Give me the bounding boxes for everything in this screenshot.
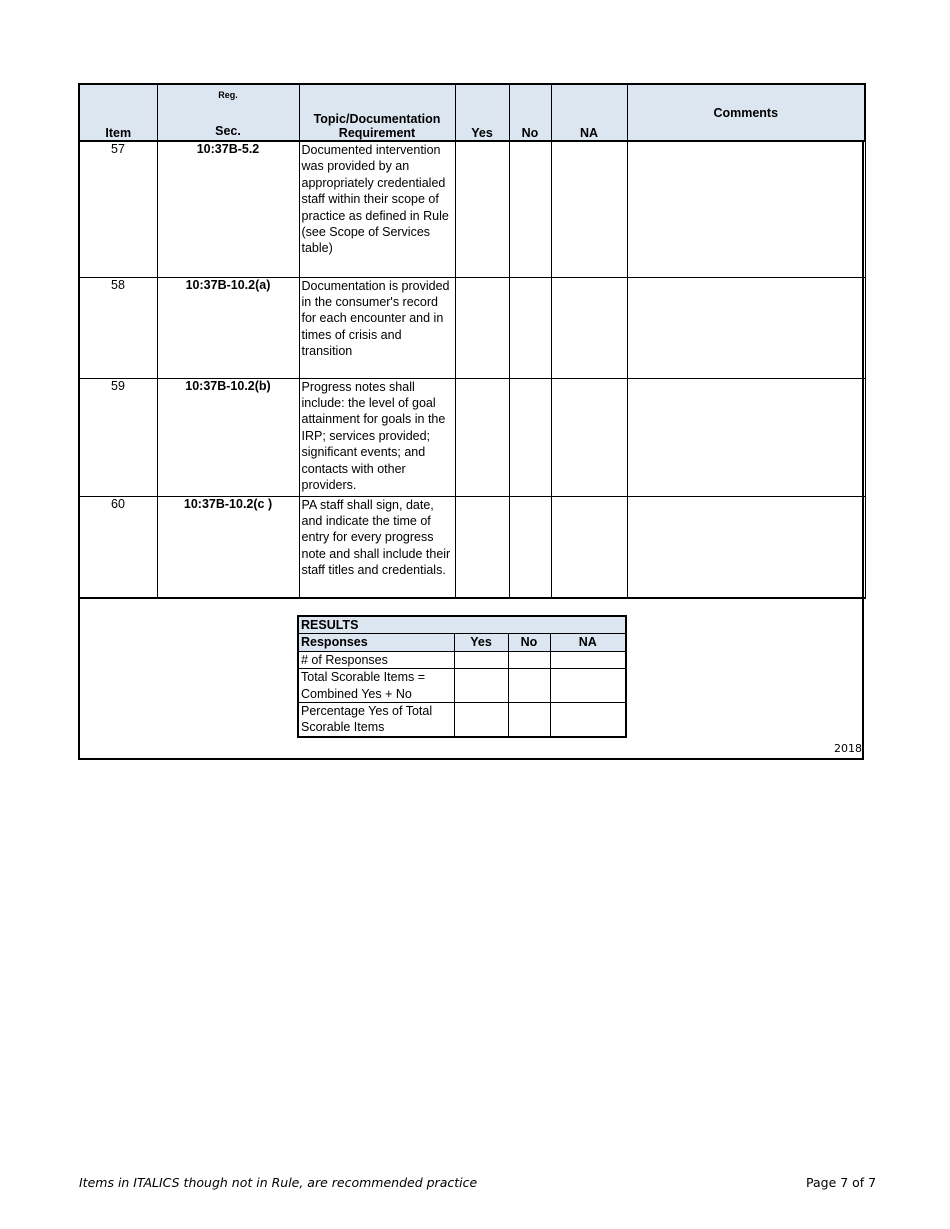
- results-title-row: [298, 616, 626, 634]
- header-reg-sec: [157, 84, 299, 141]
- results-label: Total Scorable Items = Combined Yes + No: [298, 669, 454, 703]
- no-cell[interactable]: [509, 277, 551, 378]
- results-responses: Responses: [298, 634, 454, 651]
- row-item: 60: [79, 496, 157, 598]
- table-header: [79, 84, 865, 141]
- yes-cell[interactable]: [455, 277, 509, 378]
- row-topic: PA staff shall sign, date, and indicate the time of entry for every progress note and shall include their staff titles and credentials.: [299, 496, 455, 598]
- results-na: NA: [550, 634, 626, 651]
- results-header-row: [298, 634, 626, 651]
- page-number: Page 7 of 7: [806, 1175, 877, 1190]
- results-no: No: [508, 634, 550, 651]
- results-no-cell[interactable]: [508, 703, 550, 737]
- comments-cell[interactable]: [627, 378, 865, 496]
- row-item: 59: [79, 378, 157, 496]
- form-year: 2018: [834, 742, 862, 755]
- results-label: # of Responses: [298, 651, 454, 668]
- comments-cell[interactable]: [627, 496, 865, 598]
- row-item: 58: [79, 277, 157, 378]
- na-cell[interactable]: [551, 496, 627, 598]
- header-no: No: [509, 84, 551, 141]
- results-row: [298, 703, 626, 737]
- results-yes-cell[interactable]: [454, 703, 508, 737]
- na-cell[interactable]: [551, 277, 627, 378]
- row-sec: 10:37B-10.2(b): [157, 378, 299, 496]
- results-yes-cell[interactable]: [454, 651, 508, 668]
- results-row: [298, 651, 626, 668]
- header-comments: Comments: [627, 84, 865, 141]
- row-sec: 10:37B-10.2(c ): [157, 496, 299, 598]
- row-sec: 10:37B-5.2: [157, 141, 299, 277]
- results-na-cell[interactable]: [550, 669, 626, 703]
- yes-cell[interactable]: [455, 496, 509, 598]
- footer-note: Items in ITALICS though not in Rule, are recommended practice: [79, 1175, 478, 1190]
- results-no-cell[interactable]: [508, 669, 550, 703]
- results-yes: Yes: [454, 634, 508, 651]
- results-yes-cell[interactable]: [454, 669, 508, 703]
- table-row: [79, 496, 865, 598]
- table-row: [79, 277, 865, 378]
- header-sec: Sec.: [215, 124, 241, 138]
- comments-cell[interactable]: [627, 277, 865, 378]
- results-na-cell[interactable]: [550, 651, 626, 668]
- yes-cell[interactable]: [455, 141, 509, 277]
- header-na: NA: [551, 84, 627, 141]
- row-item: 57: [79, 141, 157, 277]
- no-cell[interactable]: [509, 141, 551, 277]
- no-cell[interactable]: [509, 378, 551, 496]
- na-cell[interactable]: [551, 378, 627, 496]
- results-row: [298, 669, 626, 703]
- comments-cell[interactable]: [627, 141, 865, 277]
- no-cell[interactable]: [509, 496, 551, 598]
- header-yes: Yes: [455, 84, 509, 141]
- row-topic: Documented intervention was provided by an appropriately credentialed staff within their scope of practice as defined in Rule (see Scope of Services table): [299, 141, 455, 277]
- results-table: [297, 615, 627, 738]
- header-topic: Topic/Documentation Requirement: [299, 84, 455, 141]
- results-label: Percentage Yes of Total Scorable Items: [298, 703, 454, 737]
- row-topic: Documentation is provided in the consumer's record for each encounter and in times of crisis and transition: [299, 277, 455, 378]
- results-no-cell[interactable]: [508, 651, 550, 668]
- header-item: Item: [79, 84, 157, 141]
- row-sec: 10:37B-10.2(a): [157, 277, 299, 378]
- results-title: RESULTS: [298, 616, 626, 634]
- table-row: [79, 141, 865, 277]
- table-row: [79, 378, 865, 496]
- header-reg: Reg.: [218, 90, 238, 100]
- na-cell[interactable]: [551, 141, 627, 277]
- checklist-table: [78, 83, 866, 599]
- yes-cell[interactable]: [455, 378, 509, 496]
- row-topic: Progress notes shall include: the level of goal attainment for goals in the IRP; services provided; significant events; and contacts with other providers.: [299, 378, 455, 496]
- results-na-cell[interactable]: [550, 703, 626, 737]
